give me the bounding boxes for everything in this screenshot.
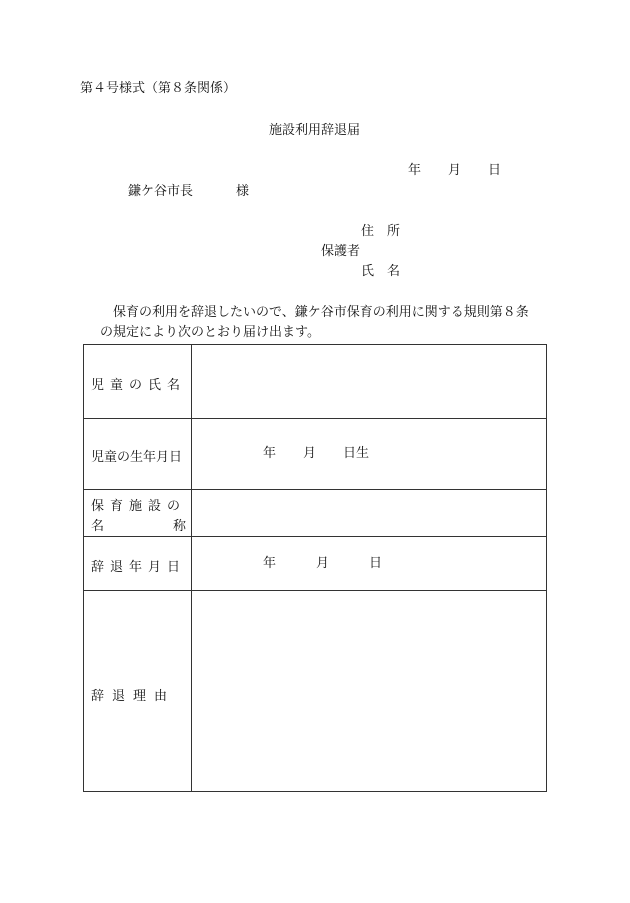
name-label: 氏 名 bbox=[361, 264, 401, 279]
birth-month-label: 月 bbox=[303, 446, 317, 461]
birth-day-label: 日生 bbox=[343, 446, 370, 461]
facility-name-label-cell bbox=[84, 490, 192, 536]
guardian-label: 保護者 bbox=[321, 244, 361, 259]
withdrawal-form-table bbox=[83, 344, 547, 792]
withdrawal-reason-label-cell bbox=[84, 591, 192, 791]
child-birthdate-label: 児童の生年月日 bbox=[91, 450, 183, 465]
addressee-name: 鎌ケ谷市長 bbox=[128, 184, 194, 199]
document-title: 施設利用辞退届 bbox=[269, 123, 361, 138]
date-day-label: 日 bbox=[488, 163, 502, 178]
withdraw-year-label: 年 bbox=[263, 556, 277, 571]
addressee-honorific: 様 bbox=[236, 184, 250, 199]
table-row-child-birthdate bbox=[84, 419, 546, 490]
facility-name-label-char-b: 称 bbox=[172, 519, 186, 534]
child-name-label-cell bbox=[84, 345, 192, 418]
table-row-facility-name bbox=[84, 490, 546, 537]
withdraw-month-label: 月 bbox=[316, 556, 330, 571]
date-year-label: 年 bbox=[408, 163, 422, 178]
withdrawal-reason-field[interactable] bbox=[192, 591, 546, 791]
date-month-label: 月 bbox=[448, 163, 462, 178]
address-label: 住 所 bbox=[361, 224, 401, 239]
statement-line-2: の規定により次のとおり届け出ます。 bbox=[100, 325, 320, 340]
withdraw-day-label: 日 bbox=[369, 556, 383, 571]
birth-year-label: 年 bbox=[263, 446, 277, 461]
facility-name-label-line-2 bbox=[91, 515, 186, 534]
withdrawal-date-field[interactable] bbox=[192, 537, 546, 590]
child-name-field[interactable] bbox=[192, 345, 546, 418]
statement-line-1: 保育の利用を辞退したいので、鎌ケ谷市保育の利用に関する規則第８条 bbox=[113, 305, 529, 320]
facility-name-label-char-a: 名 bbox=[91, 519, 105, 534]
facility-name-field[interactable] bbox=[192, 490, 546, 536]
facility-name-label-line-1: 保育施設の bbox=[91, 499, 187, 514]
table-row-withdrawal-date bbox=[84, 537, 546, 591]
withdrawal-reason-label: 辞退理由 bbox=[91, 689, 176, 704]
withdrawal-date-label: 辞退年月日 bbox=[91, 560, 187, 575]
table-row-withdrawal-reason bbox=[84, 591, 546, 791]
withdrawal-date-label-cell bbox=[84, 537, 192, 590]
child-birthdate-label-cell bbox=[84, 419, 192, 489]
table-row-child-name bbox=[84, 345, 546, 419]
child-birthdate-field[interactable] bbox=[192, 419, 546, 489]
child-name-label: 児童の氏名 bbox=[91, 378, 187, 393]
form-number: 第４号様式（第８条関係） bbox=[80, 81, 237, 96]
